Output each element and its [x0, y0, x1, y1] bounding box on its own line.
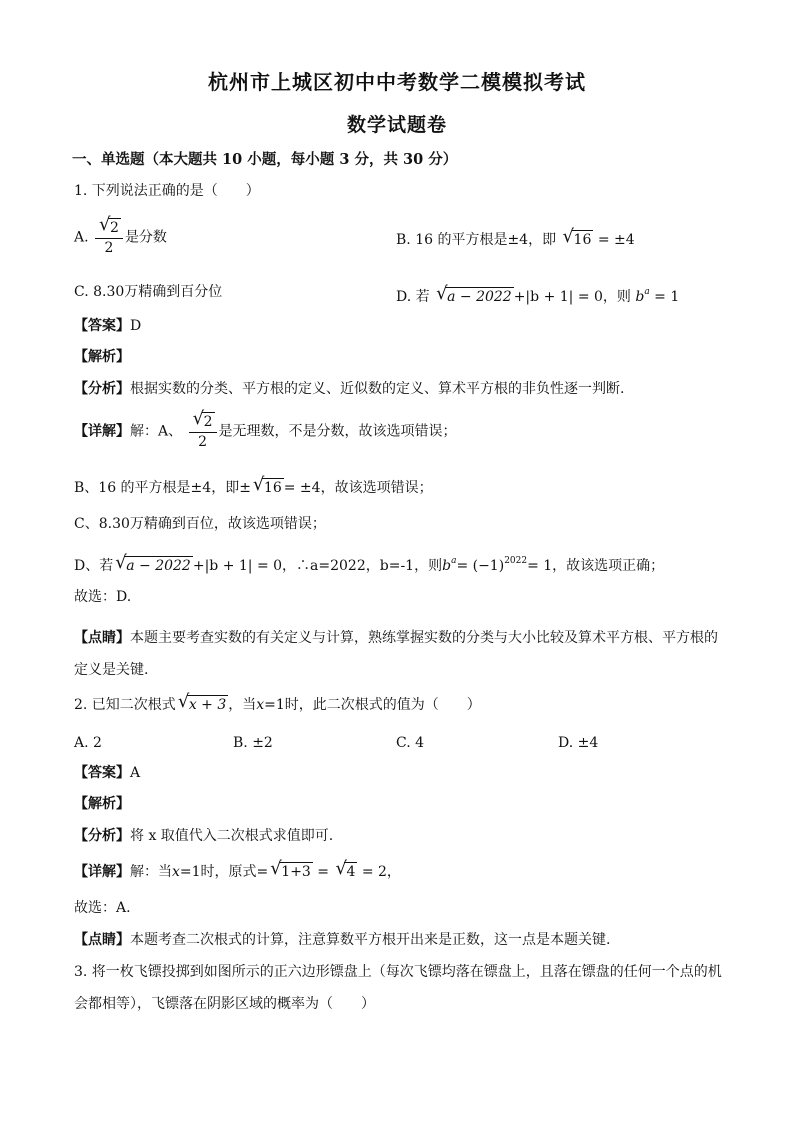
q2-xj-post: = 2，	[361, 864, 401, 880]
q2-stem-mid: ，当	[228, 697, 257, 713]
q1-xj-a-denominator: 2	[198, 434, 207, 450]
q1-xj-d-exponent: a	[451, 556, 457, 566]
q1-xj-d-base: b	[442, 558, 452, 574]
q1-option-d	[396, 282, 679, 307]
q1-option-a-text: 是分数	[124, 229, 167, 246]
q1-option-d-sqrt: √ a − 2022	[436, 283, 512, 305]
q1-option-a-label: A.	[74, 229, 89, 246]
q1-option-a-denominator: 2	[104, 240, 114, 256]
q1-xj-a-numerator: 2	[203, 414, 213, 430]
q1-xj-d-post: = 1，故该选项正确；	[527, 558, 665, 574]
q1-option-b-radicand: 16	[573, 232, 592, 248]
q2-dianjing-text: 本题考查二次根式的计算，注意算数平方根开出来是正数，这一点是本题关键.	[130, 932, 611, 948]
q1-option-d-abs: +|b + 1| = 0，则	[513, 289, 631, 305]
exam-title: 杭州市上城区初中中考数学二模模拟考试	[208, 70, 586, 94]
q2-xiangjie	[74, 858, 401, 882]
q2-answer-value: A	[130, 765, 141, 781]
q1-answer	[74, 316, 141, 336]
q1-option-b-tail: = ±4	[597, 232, 635, 248]
q1-dianjing-2: 定义是关键.	[74, 662, 149, 678]
q1-fenxi	[74, 379, 624, 399]
q1-option-a-numerator: 2	[110, 220, 119, 236]
q1-xj-b-pre: B、16 的平方根是±4，即±	[74, 480, 251, 496]
q1-option-b	[396, 226, 635, 250]
q1-fenxi-text: 根据实数的分类、平方根的定义、近似数的定义、算术平方根的非负性逐一判断.	[130, 381, 625, 397]
q1-option-d-tail: = 1	[654, 289, 680, 305]
q2-stem-post: =1时，此二次根式的值为（ ）	[264, 697, 481, 713]
q1-xj-b-sqrt: √ 16	[252, 474, 282, 496]
q1-dianjing-tag: 【点睛】	[74, 630, 130, 646]
q1-option-b-label: B. 16 的平方根是±4，即	[396, 232, 557, 248]
q1-xiangjie-tag: 【详解】	[74, 423, 130, 440]
q2-option-b: B. ±2	[233, 735, 273, 751]
q2-option-a: A. 2	[74, 735, 102, 751]
q1-xj-d-sqrt: √ a − 2022	[115, 552, 191, 574]
q2-stem-sqrt: √ x + 3	[177, 691, 227, 713]
q2-option-d: D. ±4	[558, 735, 599, 751]
q3-stem-1: 3. 将一枚飞镖投掷到如图所示的正六边形镖盘上（每次飞镖均落在镖盘上，且落在镖盘的任何一个点的机	[74, 964, 722, 980]
q1-answer-value: D	[130, 318, 142, 334]
exam-subtitle: 数学试题卷	[346, 114, 447, 136]
q1-xj-d-radicand: a − 2022	[126, 558, 191, 574]
q2-xj-sqrt-1: √ 1+3	[270, 858, 311, 880]
q1-option-d-base: b	[635, 289, 645, 305]
q1-xj-a-post: 是无理数，不是分数，故该选项错误；	[218, 423, 457, 440]
q2-xj-radicand-1: 1+3	[281, 864, 311, 880]
q2-stem-pre: 2. 已知二次根式	[74, 697, 176, 713]
q1-choose: 故选：D.	[74, 589, 132, 605]
q1-xiangjie-d	[74, 551, 664, 576]
section-heading: 一、单选题（本大题共 10 小题，每小题 3 分，共 30 分）	[72, 151, 458, 168]
q2-xj-mid: =1时，原式=	[179, 864, 269, 880]
q1-option-b-sqrt: √ 16	[562, 226, 592, 248]
q1-dianjing-1	[74, 628, 718, 648]
q1-xiangjie-c: C、8.30万精确到百位，故该选项错误；	[74, 516, 326, 532]
q1-option-c: C. 8.30万精确到百分位	[74, 284, 223, 300]
q2-xj-eq: =	[317, 864, 330, 880]
q1-analysis-tag: 【解析】	[74, 349, 130, 365]
q1-option-a-fraction: √ 2 2	[95, 218, 123, 257]
q1-xj-d-mid: +|b + 1| = 0，∴a=2022，b=-1，则	[192, 558, 443, 574]
q2-analysis-tag: 【解析】	[74, 796, 130, 812]
q2-xj-radicand-2: 4	[346, 864, 356, 880]
q1-xj-d-pre: D、若	[74, 558, 114, 574]
q2-xj-sqrt-2: √ 4	[335, 858, 356, 880]
q2-fenxi-text: 将 x 取值代入二次根式求值即可.	[130, 828, 334, 844]
q2-xj-x: x	[172, 864, 180, 880]
q2-fenxi-tag: 【分析】	[74, 828, 130, 844]
q1-fenxi-tag: 【分析】	[74, 381, 130, 397]
q1-xiangjie-b	[74, 474, 433, 498]
q2-xiangjie-tag: 【详解】	[74, 864, 130, 880]
q1-option-d-exponent: a	[644, 287, 650, 297]
q2-fenxi	[74, 826, 333, 846]
q2-stem-x: x	[256, 697, 265, 713]
q2-stem	[74, 691, 481, 715]
q2-dianjing-tag: 【点睛】	[74, 932, 130, 948]
q2-dianjing	[74, 930, 610, 950]
q2-choose: 故选：A.	[74, 900, 131, 916]
q1-xj-b-post: = ±4，故该选项错误；	[283, 480, 433, 496]
q1-xj-a-fraction: √ 2 2	[189, 412, 217, 451]
q2-option-c: C. 4	[396, 735, 425, 751]
q1-stem: 1. 下列说法正确的是（ ）	[74, 183, 260, 199]
q2-answer-tag: 【答案】	[74, 765, 130, 781]
q1-option-d-radicand: a − 2022	[447, 289, 512, 305]
q1-xiangjie-a	[74, 408, 457, 451]
q1-xj-a-pre: 解：A、	[130, 423, 183, 440]
q1-xj-b-radicand: 16	[263, 480, 282, 496]
q1-option-d-label: D. 若	[396, 289, 430, 305]
q1-option-a	[74, 214, 167, 257]
q2-stem-radicand: x + 3	[188, 697, 227, 713]
q1-answer-tag: 【答案】	[74, 318, 130, 334]
q1-xj-d-eq: = (−1)	[456, 558, 505, 574]
q1-dianjing-text-1: 本题主要考查实数的有关定义与计算，熟练掌握实数的分类与大小比较及算术平方根、平方根的	[130, 630, 718, 646]
q1-xj-d-power: 2022	[504, 556, 528, 566]
q2-xj-pre: 解：当	[130, 864, 172, 880]
q3-stem-2: 会都相等），飞镖落在阴影区域的概率为（ ）	[74, 996, 375, 1012]
q2-answer	[74, 763, 140, 783]
